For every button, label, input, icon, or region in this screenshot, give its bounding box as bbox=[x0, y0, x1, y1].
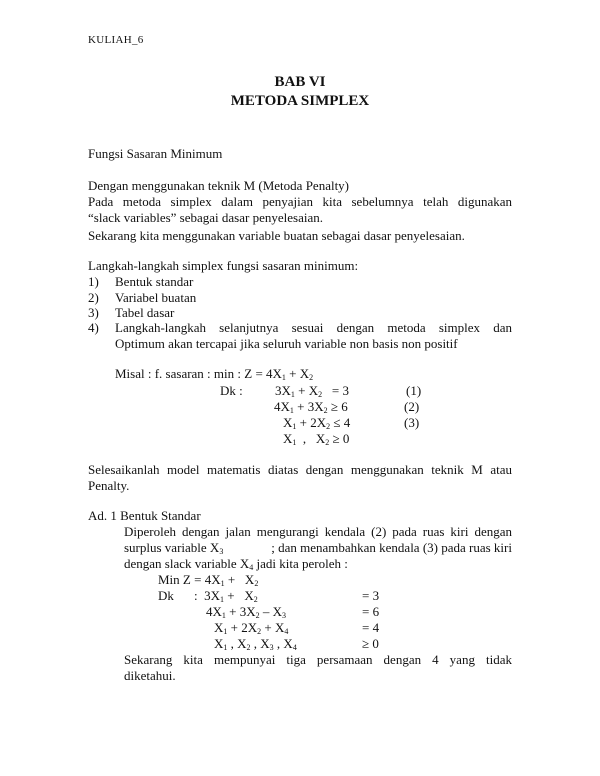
conclusion-line-1: Selesaikanlah model matematis diatas dengan menggunakan teknik M atau bbox=[88, 462, 512, 477]
constraint-label: (3) bbox=[404, 415, 420, 430]
ad1-rhs: = 6 bbox=[362, 604, 380, 619]
example-constraint-1: $3X_1 + X_2 = 3$ bbox=[275, 383, 349, 399]
ad1-paragraph-line-2: surplus variable $X_3$ ; dan menambahkan kendala (3) pada ruas kiri bbox=[124, 540, 512, 556]
constraint-label: (1) bbox=[406, 383, 422, 398]
step-number: 1) bbox=[88, 274, 99, 289]
ad1-constraint-1: : $3X_1 + X_2$ bbox=[194, 588, 258, 604]
conclusion-line-2: Penalty. bbox=[88, 478, 130, 493]
step-text: Langkah-langkah selanjutnya sesuai dengan metoda simplex dan bbox=[115, 320, 512, 335]
chapter-subtitle: METODA SIMPLEX bbox=[230, 93, 370, 109]
page-header: KULIAH_6 bbox=[88, 34, 144, 46]
ad1-nonnegativity: $X_1$ , $X_2$ , $X_3$ , $X_4$ bbox=[214, 636, 297, 652]
ad1-objective: Min $Z = 4X_1 + X_2$ bbox=[158, 572, 259, 588]
ad1-heading: Ad. 1 Bentuk Standar bbox=[88, 508, 201, 523]
intro-line-3: “slack variables” sebagai dasar penyelesaian. bbox=[88, 210, 323, 225]
ad1-closing-line-1: Sekarang kita mempunyai tiga persamaan dengan 4 yang tidak bbox=[124, 652, 512, 667]
ad1-dk-label: Dk bbox=[158, 588, 174, 603]
step-number: 2) bbox=[88, 290, 99, 305]
ad1-closing-line-2: diketahui. bbox=[124, 668, 176, 683]
constraint-label: (2) bbox=[404, 399, 420, 414]
ad1-rhs: = 4 bbox=[362, 620, 380, 635]
step-text: Bentuk standar bbox=[115, 274, 194, 289]
step-text: Tabel dasar bbox=[115, 305, 175, 320]
ad1-constraint-3: $X_1 + 2X_2 + X_4$ bbox=[214, 620, 289, 636]
example-constraint-3: $X_1 + 2X_2 \le 4$ bbox=[283, 415, 351, 431]
step-number: 3) bbox=[88, 305, 99, 320]
intro-line-4: Sekarang kita menggunakan variable buatan sebagai dasar penyelesaian. bbox=[88, 228, 465, 243]
ad1-rhs: ≥ 0 bbox=[362, 636, 379, 651]
steps-heading: Langkah-langkah simplex fungsi sasaran minimum: bbox=[88, 258, 359, 273]
example-objective: Misal : f. sasaran : min : $Z = 4X_1 + X_2$ bbox=[115, 366, 314, 382]
section-heading: Fungsi Sasaran Minimum bbox=[88, 146, 223, 161]
step-text: Variabel buatan bbox=[115, 290, 197, 305]
ad1-paragraph-line-1: Diperoleh dengan jalan mengurangi kendala (2) pada ruas kiri dengan bbox=[124, 524, 512, 539]
example-constraint-2: $4X_1 + 3X_2 \ge 6$ bbox=[274, 399, 348, 415]
step-text-continued: Optimum akan tercapai jika seluruh variable non basis non positif bbox=[115, 336, 458, 351]
step-number: 4) bbox=[88, 320, 99, 335]
intro-line-1: Dengan menggunakan teknik M (Metoda Penalty) bbox=[88, 178, 350, 193]
ad1-rhs: = 3 bbox=[362, 588, 380, 603]
chapter-title: BAB VI bbox=[274, 74, 326, 90]
ad1-constraint-2: $4X_1 + 3X_2 - X_3$ bbox=[206, 604, 287, 620]
ad1-paragraph-line-3: dengan slack variable $X_4$ jadi kita peroleh : bbox=[124, 556, 348, 572]
example-nonnegativity: $X_1$ , $X_2 \ge 0$ bbox=[283, 431, 350, 447]
intro-line-2: Pada metoda simplex dalam penyajian kita sebelumnya telah digunakan bbox=[88, 194, 512, 209]
example-dk-label: Dk : bbox=[220, 383, 243, 398]
